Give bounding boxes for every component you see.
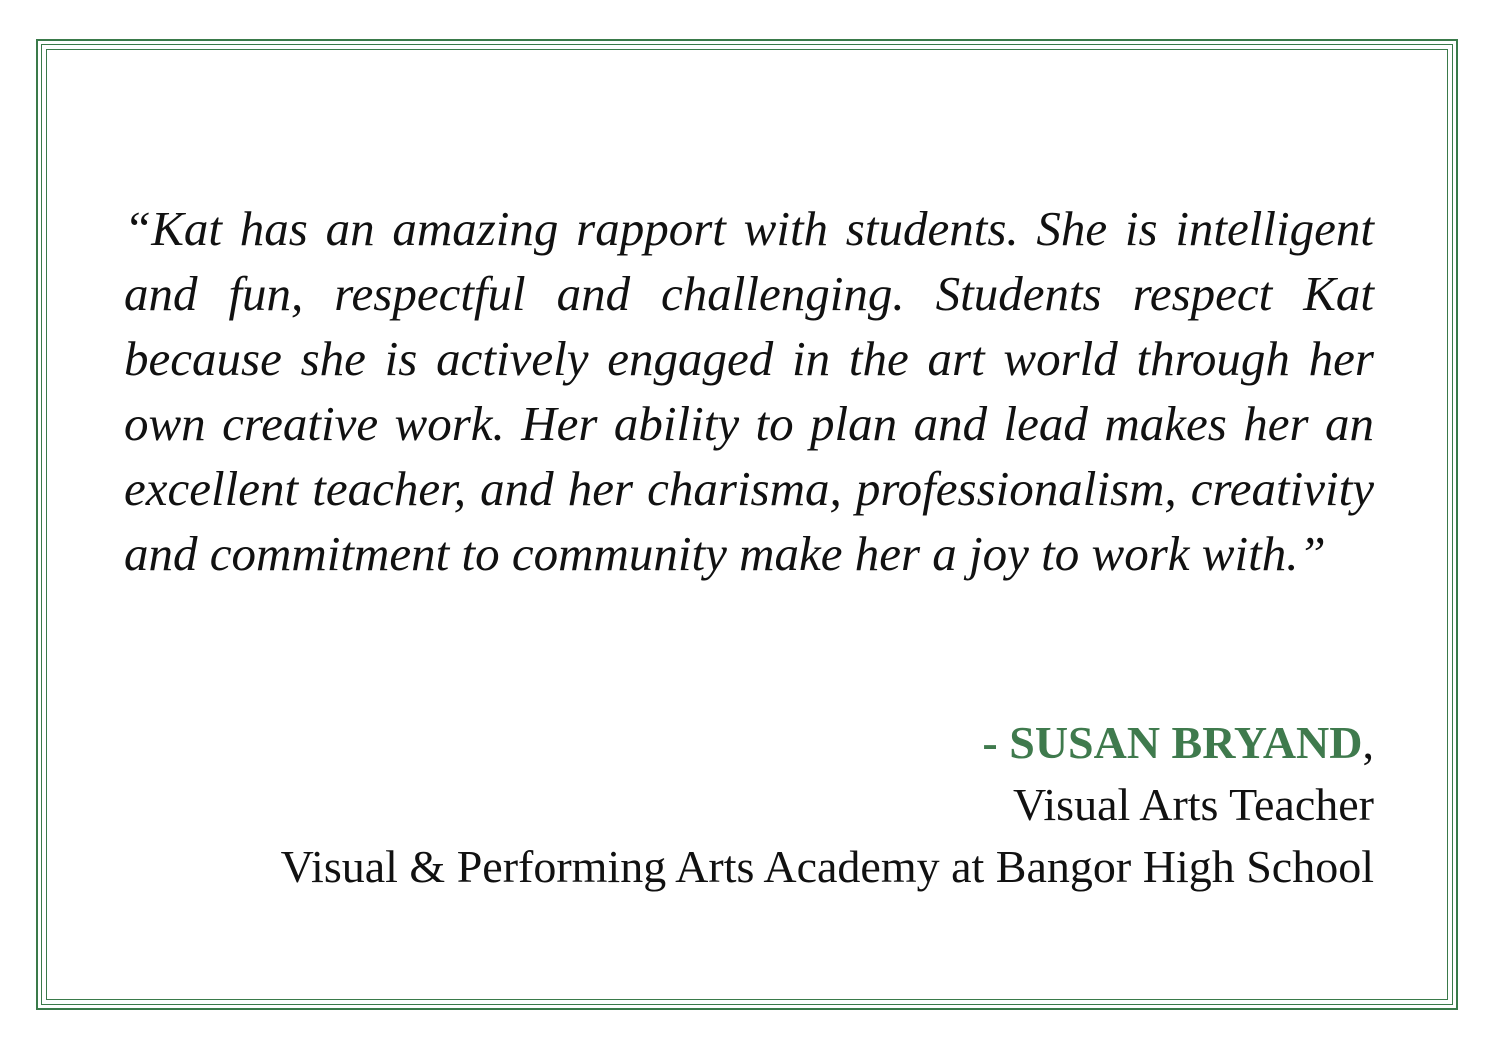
testimonial-quote: “Kat has an amazing rapport with students. She is intelligent and fun, respectful and challenging. Students respect Kat because she is actively engaged in the art world through her own creative work. Her ability to plan and lead makes her an excellent teacher, and her charisma, professionalism, creativity and commitment to community make her a joy to work with.” [124,201,1374,581]
author-name [982,717,1362,768]
author-organization: Visual & Performing Arts Academy at Bangor High School [280,841,1374,892]
testimonial-attribution [74,712,1374,898]
author-prefix: - [982,717,1010,768]
author-title: Visual Arts Teacher [1012,779,1374,830]
author-name-text: SUSAN BRYAND [1009,717,1363,768]
author-name-line [74,712,1374,774]
author-name-comma: , [1362,717,1374,768]
